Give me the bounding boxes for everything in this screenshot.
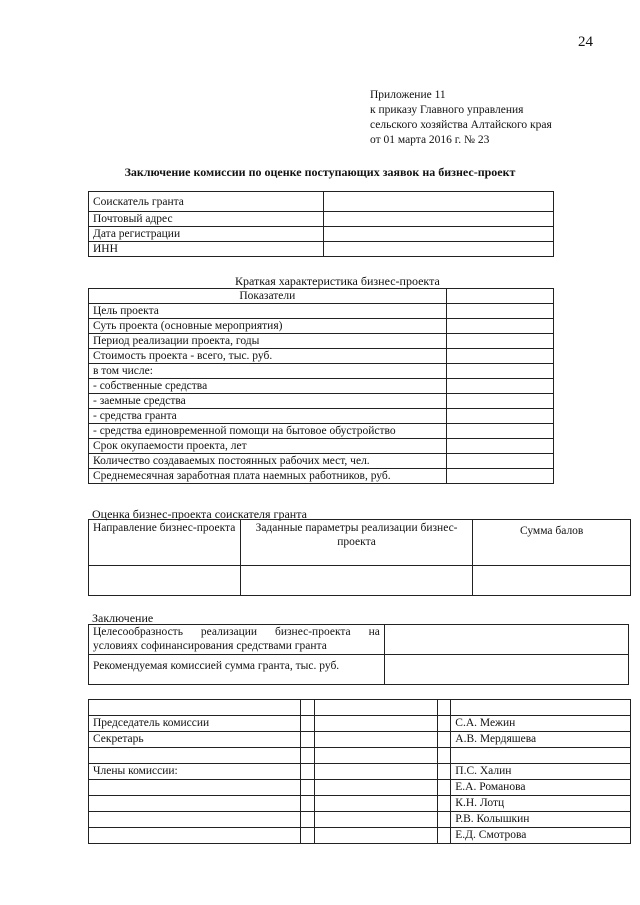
summary-header-value	[446, 289, 553, 304]
summary-row-value	[446, 469, 553, 484]
summary-row-value	[446, 454, 553, 469]
summary-row-value	[446, 364, 553, 379]
member-name: Е.А. Романова	[451, 780, 631, 796]
appendix-line: к приказу Главного управления	[370, 104, 524, 116]
parameters-value	[240, 566, 473, 596]
summary-row-value	[446, 349, 553, 364]
conclusion-table	[88, 624, 629, 685]
feasibility-label: Целесообразность реализации бизнес-проекта на условиях софинансирования средствами гранта	[89, 625, 385, 655]
parameters-header: Заданные параметры реализации бизнес-проекта	[240, 520, 473, 566]
summary-table	[88, 288, 554, 484]
applicant-value	[323, 192, 553, 212]
member-signature	[314, 828, 438, 844]
members-label: Члены комиссии:	[89, 764, 301, 780]
summary-row-label: - заемные средства	[89, 394, 447, 409]
conclusion-title: Заключение	[92, 611, 154, 625]
postal-address-label: Почтовый адрес	[89, 212, 324, 227]
member-signature	[314, 780, 438, 796]
registration-date-label: Дата регистрации	[89, 227, 324, 242]
summary-row-label: - средства единовременной помощи на бытовое обустройство	[89, 424, 447, 439]
applicant-label: Соискатель гранта	[89, 192, 324, 212]
chair-label: Председатель комиссии	[89, 716, 301, 732]
summary-row-value	[446, 334, 553, 349]
summary-row-label: Суть проекта (основные мероприятия)	[89, 319, 447, 334]
member-signature	[314, 812, 438, 828]
secretary-signature	[314, 732, 438, 748]
feasibility-value	[384, 625, 628, 655]
summary-row-label: Цель проекта	[89, 304, 447, 319]
appendix-line: от 01 марта 2016 г. № 23	[370, 134, 490, 146]
summary-row-label: Период реализации проекта, годы	[89, 334, 447, 349]
summary-row-value	[446, 394, 553, 409]
chair-signature	[314, 716, 438, 732]
document-title: Заключение комиссии по оценке поступающих заявок на бизнес-проект	[124, 165, 516, 179]
member-name: Р.В. Колышкин	[451, 812, 631, 828]
summary-row-label: Срок окупаемости проекта, лет	[89, 439, 447, 454]
summary-row-label: Количество создаваемых постоянных рабочих мест, чел.	[89, 454, 447, 469]
summary-row-label: Среднемесячная заработная плата наемных работников, руб.	[89, 469, 447, 484]
summary-header: Показатели	[89, 289, 447, 304]
summary-row-value	[446, 439, 553, 454]
inn-label: ИНН	[89, 242, 324, 257]
registration-date-value	[323, 227, 553, 242]
score-header: Сумма балов	[473, 520, 631, 566]
summary-row-value	[446, 424, 553, 439]
direction-header: Направление бизнес-проекта	[89, 520, 241, 566]
signatures-table	[88, 699, 631, 844]
evaluation-table	[88, 519, 631, 596]
summary-row-label: в том числе:	[89, 364, 447, 379]
direction-value	[89, 566, 241, 596]
secretary-label: Секретарь	[89, 732, 301, 748]
appendix-line: Приложение 11	[370, 89, 446, 101]
postal-address-value	[323, 212, 553, 227]
summary-row-value	[446, 319, 553, 334]
member-name: П.С. Халин	[451, 764, 631, 780]
appendix-header	[370, 88, 552, 148]
member-signature	[314, 764, 438, 780]
evaluation-title: Оценка бизнес-проекта соискателя гранта	[92, 507, 307, 521]
score-value	[473, 566, 631, 596]
summary-title: Краткая характеристика бизнес-проекта	[235, 274, 440, 288]
summary-row-value	[446, 379, 553, 394]
member-name: Е.Д. Смотрова	[451, 828, 631, 844]
chair-name: С.А. Межин	[451, 716, 631, 732]
appendix-line: сельского хозяйства Алтайского края	[370, 119, 552, 131]
member-signature	[314, 796, 438, 812]
summary-row-label: - средства гранта	[89, 409, 447, 424]
page-number: 24	[578, 34, 593, 50]
recommended-sum-label: Рекомендуемая комиссией сумма гранта, тыс. руб.	[89, 655, 385, 685]
summary-row-label: Стоимость проекта - всего, тыс. руб.	[89, 349, 447, 364]
secretary-name: А.В. Мердяшева	[451, 732, 631, 748]
summary-row-value	[446, 304, 553, 319]
inn-value	[323, 242, 553, 257]
member-name: К.Н. Лотц	[451, 796, 631, 812]
summary-row-label: - собственные средства	[89, 379, 447, 394]
summary-row-value	[446, 409, 553, 424]
applicant-table	[88, 191, 554, 257]
recommended-sum-value	[384, 655, 628, 685]
